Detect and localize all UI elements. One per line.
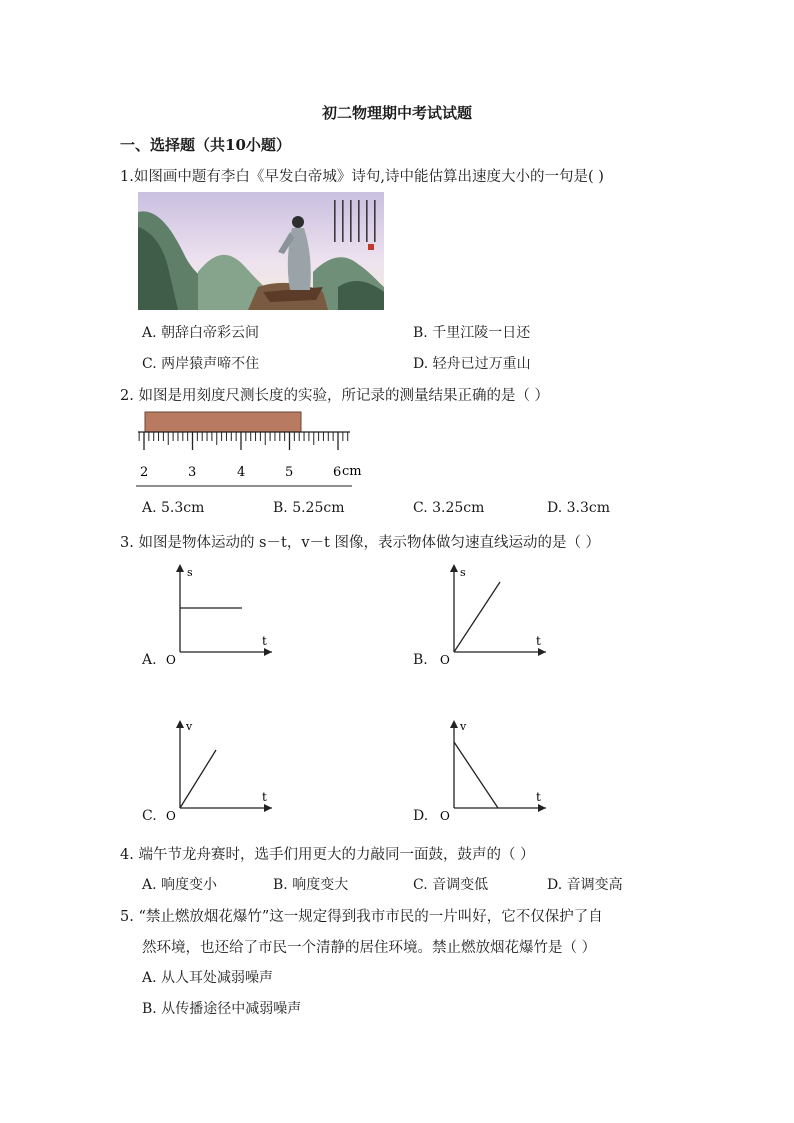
q1-option-b: B. 千里江陵一日还 — [413, 325, 531, 341]
question-1-stem: 1.如图画中题有李白《早发白帝城》诗句,诗中能估算出速度大小的一句是( ) — [120, 169, 604, 185]
q5-option-b: B. 从传播途径中减弱噪声 — [142, 1001, 302, 1017]
q1-option-d: D. 轻舟已过万重山 — [413, 356, 531, 372]
x-arrow-icon — [538, 648, 546, 656]
q5-option-a: A. 从人耳处减弱噪声 — [142, 970, 274, 986]
q2-option-d: D. 3.3cm — [547, 500, 611, 516]
y-arrow-icon — [450, 564, 458, 572]
y-arrow-icon — [176, 564, 184, 572]
ruler-figure — [130, 408, 370, 488]
graph-a-s-t — [160, 560, 280, 670]
ruler-label-6: 6 — [333, 465, 342, 480]
origin-label: O — [440, 809, 450, 823]
q2-option-c: C. 3.25cm — [413, 500, 485, 516]
question-5-stem-line-1: 5. “禁止燃放烟花爆竹”这一规定得到我市市民的一片叫好，它不仅保护了自 — [120, 909, 603, 925]
x-label: t — [536, 790, 541, 804]
graph-line — [454, 742, 498, 808]
q4-option-d: D. 音调变高 — [547, 877, 623, 893]
y-arrow-icon — [450, 720, 458, 728]
graph-b-s-t — [434, 560, 554, 670]
q2-option-b: B. 5.25cm — [273, 500, 345, 516]
question-3-stem: 3. 如图是物体运动的 s－t，v－t 图像，表示物体做匀速直线运动的是（ ） — [120, 535, 601, 551]
origin-label: O — [166, 809, 176, 823]
document-title: 初二物理期中考试试题 — [321, 104, 472, 122]
ruler-label-4: 4 — [237, 465, 246, 480]
q4-option-b: B. 响度变大 — [273, 877, 349, 893]
ruler-label-2: 2 — [140, 465, 149, 480]
ruler-ticks — [139, 432, 348, 450]
q3-option-b-letter: B. — [413, 652, 428, 668]
x-label: t — [262, 634, 267, 648]
x-arrow-icon — [264, 648, 272, 656]
y-label: s — [187, 566, 193, 579]
ruler-label-3: 3 — [188, 465, 197, 480]
x-arrow-icon — [538, 804, 546, 812]
q3-option-c-letter: C. — [142, 808, 157, 824]
graph-d-v-t — [434, 716, 554, 826]
y-arrow-icon — [176, 720, 184, 728]
ruler-label-5: 5 — [285, 465, 294, 480]
q1-option-c: C. 两岸猿声啼不住 — [142, 356, 260, 372]
y-label: v — [460, 720, 467, 733]
x-label: t — [262, 790, 267, 804]
origin-label: O — [166, 653, 176, 667]
q1-option-a: A. 朝辞白帝彩云间 — [142, 325, 260, 341]
question-4-stem: 4. 端午节龙舟赛时，选手们用更大的力敲同一面鼓，鼓声的（ ） — [120, 847, 535, 863]
measured-object-block — [145, 412, 301, 432]
graph-line — [454, 582, 500, 652]
section-heading: 一、选择题（共10小题） — [120, 136, 291, 154]
q2-option-a: A. 5.3cm — [142, 500, 205, 516]
question-2-stem: 2. 如图是用刻度尺测长度的实验，所记录的测量结果正确的是（ ） — [120, 388, 550, 404]
poet-painting-image — [138, 192, 384, 310]
x-label: t — [536, 634, 541, 648]
y-label: v — [186, 720, 193, 733]
graph-c-v-t — [160, 716, 280, 826]
graph-line — [180, 750, 216, 808]
x-arrow-icon — [264, 804, 272, 812]
ruler-unit: cm — [342, 464, 362, 479]
q4-option-c: C. 音调变低 — [413, 877, 489, 893]
question-5-stem-line-2: 然环境，也还给了市民一个清静的居住环境。禁止燃放烟花爆竹是（ ） — [142, 940, 597, 956]
q3-option-a-letter: A. — [142, 652, 157, 668]
origin-label: O — [440, 653, 450, 667]
q4-option-a: A. 响度变小 — [142, 877, 218, 893]
q3-option-d-letter: D. — [413, 808, 429, 824]
y-label: s — [460, 566, 466, 579]
